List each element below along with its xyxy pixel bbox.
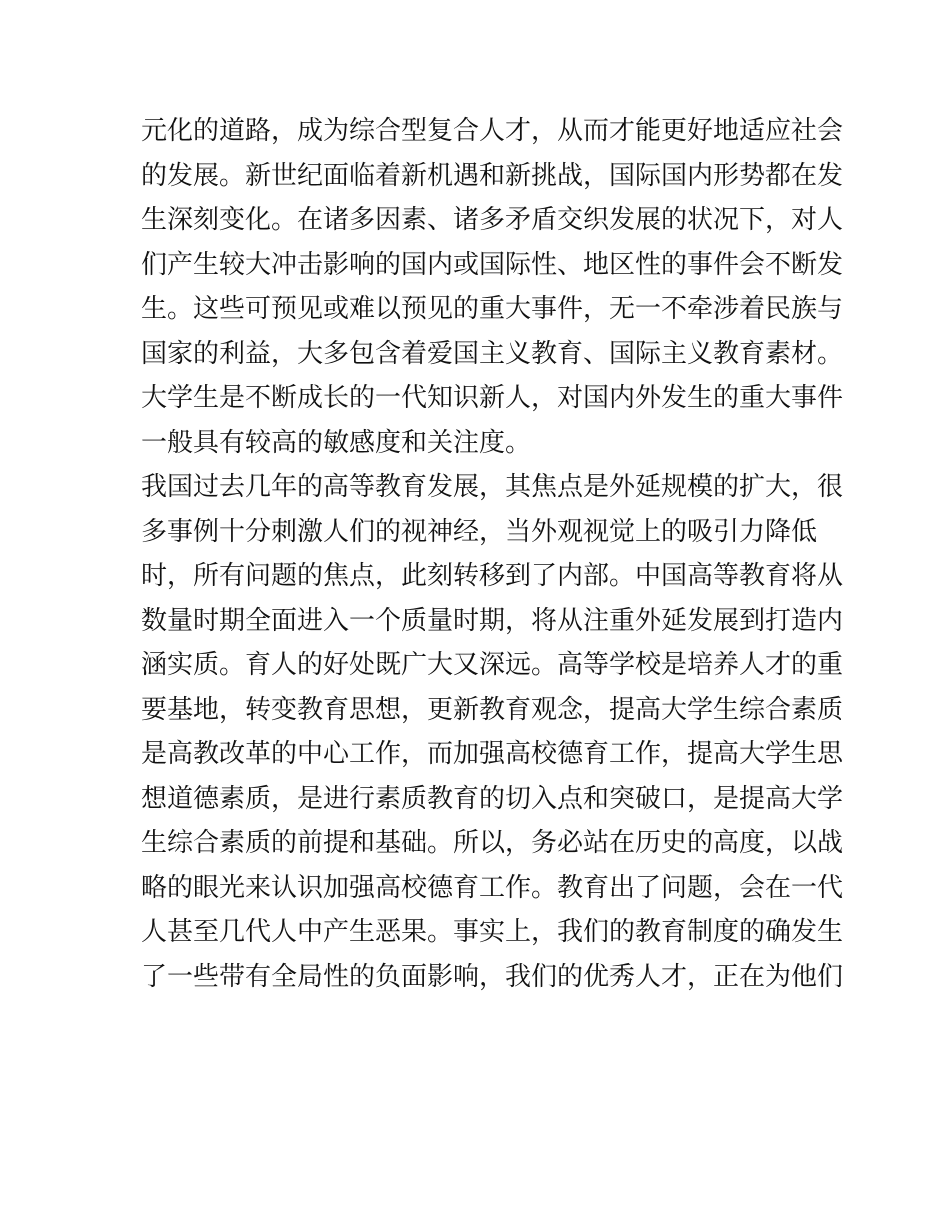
text-line: 大学生是不断成长的一代知识新人，对国内外发生的重大事件: [141, 383, 844, 413]
text-line: 国家的利益，大多包含着爱国主义教育、国际主义教育素材。: [141, 338, 844, 369]
text-line: 人甚至几代人中产生恶果。事实上，我们的教育制度的确发生: [141, 917, 844, 947]
text-line: 的发展。新世纪面临着新机遇和新挑战，国际国内形势都在发: [141, 160, 844, 191]
text-line: 生综合素质的前提和基础。所以，务必站在历史的高度，以战: [141, 828, 844, 858]
text-line: 略的眼光来认识加强高校德育工作。教育出了问题，会在一代: [141, 872, 844, 903]
text-line: 我国过去几年的高等教育发展，其焦点是外延规模的扩大，很: [141, 472, 844, 502]
text-line: 生。这些可预见或难以预见的重大事件，无一不牵涉着民族与: [141, 294, 844, 324]
text-line: 想道德素质，是进行素质教育的切入点和突破口，是提高大学: [141, 783, 844, 814]
text-line: 生深刻变化。在诸多因素、诸多矛盾交织发展的状况下，对人: [141, 205, 844, 235]
text-line: 时，所有问题的焦点，此刻转移到了内部。中国高等教育将从: [141, 561, 844, 591]
text-line: 了一些带有全局性的负面影响，我们的优秀人才，正在为他们: [141, 961, 844, 992]
text-line: 涵实质。育人的好处既广大又深远。高等学校是培养人才的重: [141, 650, 844, 680]
text-line: 是高教改革的中心工作，而加强高校德育工作，提高大学生思: [141, 739, 844, 769]
text-line: 一般具有较高的敏感度和关注度。: [141, 427, 532, 458]
text-line: 多事例十分刺激人们的视神经，当外观视觉上的吸引力降低: [141, 516, 818, 547]
text-line: 们产生较大冲击影响的国内或国际性、地区性的事件会不断发: [141, 249, 844, 280]
text-line: 要基地，转变教育思想，更新教育观念，提高大学生综合素质: [141, 694, 844, 725]
body-text: [141, 109, 844, 999]
text-line: 元化的道路，成为综合型复合人才，从而才能更好地适应社会: [141, 116, 844, 146]
text-line: 数量时期全面进入一个质量时期，将从注重外延发展到打造内: [141, 605, 844, 636]
